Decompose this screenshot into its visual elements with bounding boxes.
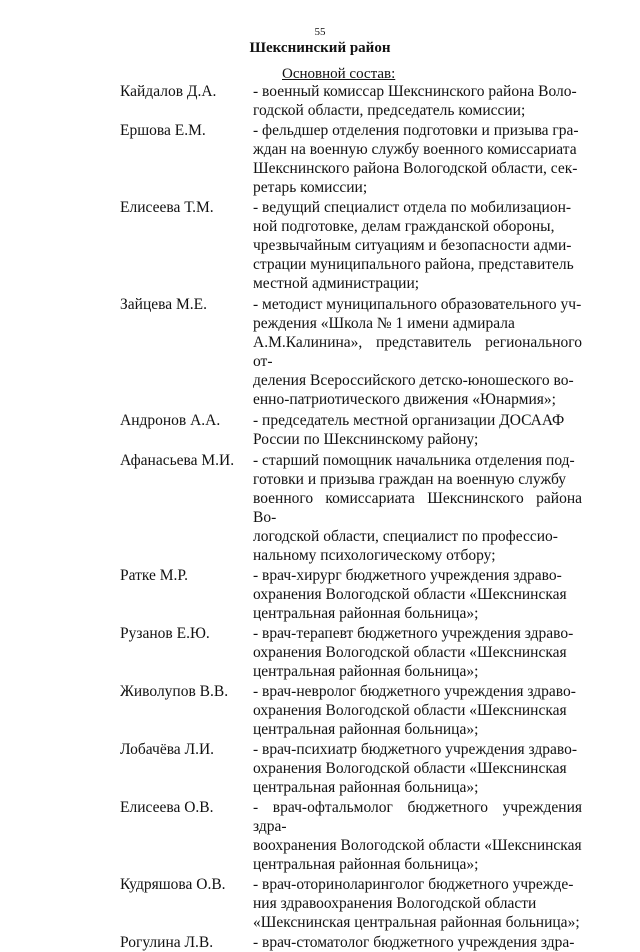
- member-description: - врач-невролог бюджетного учреждения здраво- охранения Вологодской области «Шекснинская центральная районная больница»;: [253, 683, 576, 738]
- member-name: Ратке М.Р.: [120, 567, 188, 584]
- member-description: - ведущий специалист отдела по мобилизацион- ной подготовке, делам гражданской обороны, чрезвычайным ситуациям и безопасности адми- страции муниципального района, представитель местной администрации;: [253, 199, 574, 292]
- member-entry: [0, 624, 640, 681]
- page-number: 55: [314, 26, 326, 38]
- member-entry: [0, 451, 640, 565]
- member-name: Лобачёва Л.И.: [120, 741, 215, 758]
- member-description: - фельдшер отделения подготовки и призыва гра- ждан на военную службу военного комиссариата Шекснинского района Вологодской области, сек- ретарь комиссии;: [253, 122, 579, 196]
- member-description: - врач-оториноларинголог бюджетного учрежде- ния здравоохранения Вологодской области «Шекснинская центральная районная больница»;: [253, 876, 580, 931]
- member-name: Елисеева Т.М.: [120, 199, 214, 216]
- member-entry: [0, 798, 640, 874]
- member-name: Живолупов В.В.: [120, 683, 229, 700]
- member-description: - врач-терапевт бюджетного учреждения здраво- охранения Вологодской области «Шекснинская центральная районная больница»;: [253, 625, 574, 680]
- member-entry: [0, 740, 640, 797]
- members-list: [0, 82, 640, 952]
- member-description: - председатель местной организации ДОСААФ России по Шекснинскому району;: [253, 412, 565, 448]
- member-name: Елисеева О.В.: [120, 799, 214, 816]
- member-description: - врач-хирург бюджетного учреждения здраво- охранения Вологодской области «Шекснинская центральная районная больница»;: [253, 567, 567, 622]
- member-description: - методист муниципального образовательного уч- реждения «Школа № 1 имени адмирала А.М.Калинина», представитель регионального от- деления Всероссийского детско-юношеского во- енно-патриотического движения «Юнармия»;: [253, 296, 582, 408]
- member-name: Андронов А.А.: [120, 412, 221, 429]
- member-entry: [0, 198, 640, 293]
- member-entry: [0, 82, 640, 120]
- member-entry: [0, 933, 640, 952]
- section-title: Основной состав:: [282, 66, 396, 82]
- member-description: - врач-стоматолог бюджетного учреждения здра-: [253, 934, 575, 951]
- member-entry: [0, 875, 640, 932]
- member-entry: [0, 411, 640, 449]
- member-entry: [0, 295, 640, 409]
- member-name: Рогулина Л.В.: [120, 934, 214, 951]
- member-description: - врач-офтальмолог бюджетного учреждения здра- воохранения Вологодской области «Шекснинская центральная районная больница»;: [253, 799, 582, 873]
- member-entry: [0, 121, 640, 197]
- member-name: Зайцева М.Е.: [120, 296, 207, 313]
- member-entry: [0, 566, 640, 623]
- district-title: Шекснинский район: [249, 40, 391, 56]
- member-description: - старший помощник начальника отделения под- готовки и призыва граждан на военную службу военного комиссариата Шекснинского района Во- логодской области, специалист по профессио- нальному психологическому отбору;: [253, 452, 582, 564]
- member-name: Рузанов Е.Ю.: [120, 625, 210, 642]
- member-description: - военный комиссар Шекснинского района Воло- годской области, председатель комиссии;: [253, 83, 577, 119]
- member-name: Ершова Е.М.: [120, 122, 206, 139]
- member-name: Афанасьева М.И.: [120, 452, 235, 469]
- member-description: - врач-психиатр бюджетного учреждения здраво- охранения Вологодской области «Шекснинская центральная районная больница»;: [253, 741, 577, 796]
- member-name: Кайдалов Д.А.: [120, 83, 217, 100]
- member-name: Кудряшова О.В.: [120, 876, 226, 893]
- member-entry: [0, 682, 640, 739]
